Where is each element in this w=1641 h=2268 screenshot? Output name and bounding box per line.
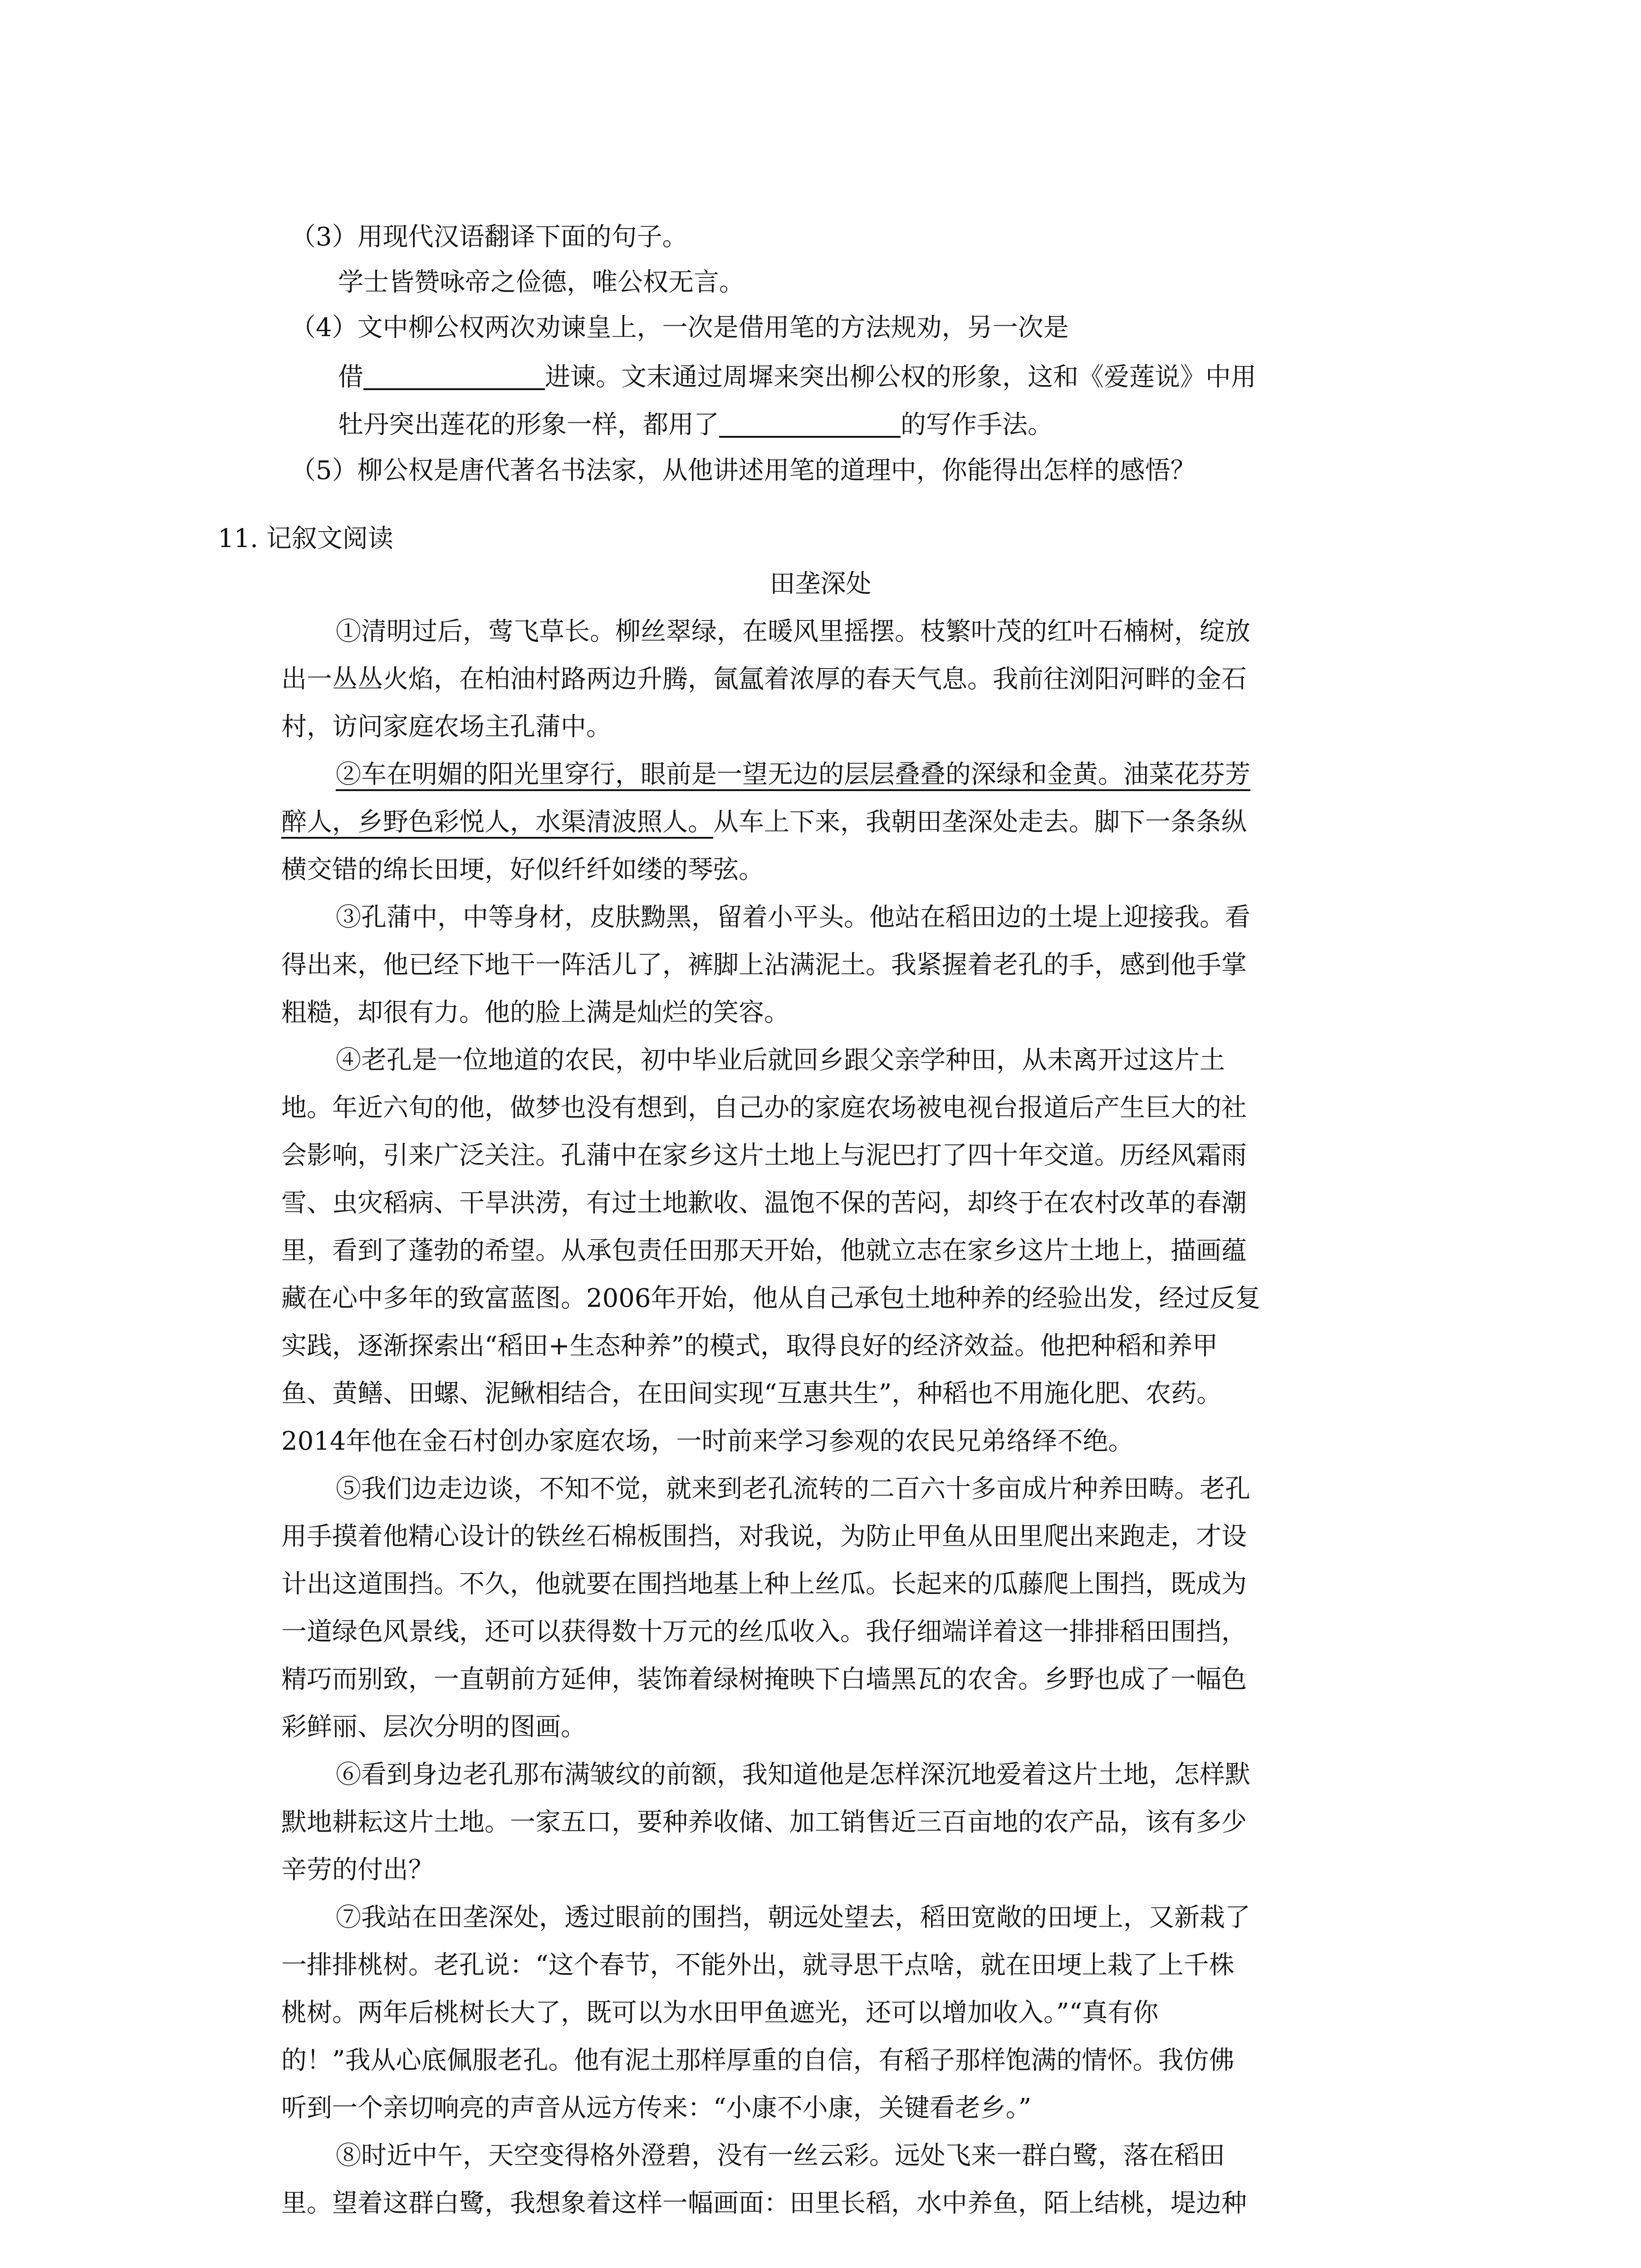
paragraph-2-line-2-rest: 从车上下来，我朝田垄深处走去。脚下一条条纵 bbox=[713, 807, 1247, 837]
paragraph-6-line-1: ⑥看到身边老孔那布满皱纹的前额，我知道他是怎样深沉地爱着这片土地，怎样默 bbox=[336, 1760, 1250, 1789]
paragraph-4-line-1: ④老孔是一位地道的农民，初中毕业后就回乡跟父亲学种田，从未离开过这片土 bbox=[336, 1046, 1225, 1075]
question-4-line-2-end: 进谏。文末通过周墀来突出柳公权的形象，这和《爱莲说》中用 bbox=[545, 362, 1256, 392]
paragraph-8-line-2: 里。望着这群白鹭，我想象着这样一幅画面：田里长稻，水中养鱼，陌上结桃，堤边种 bbox=[281, 2189, 1247, 2218]
question-4-line-2 bbox=[338, 363, 1256, 390]
paragraph-4-line-5: 里，看到了蓬勃的希望。从承包责任田那天开始，他就立志在家乡这片土地上，描画蕴 bbox=[281, 1236, 1247, 1266]
paragraph-3-line-3: 粗糙，却很有力。他的脸上满是灿烂的笑容。 bbox=[281, 998, 789, 1027]
paragraph-2-line-2 bbox=[281, 807, 1434, 837]
paragraph-7-line-2: 一排排桃树。老孔说：“这个春节，不能外出，就寻思干点啥，就在田埂上栽了上千株 bbox=[281, 1950, 1234, 1980]
paragraph-8-line-1: ⑧时近中午，天空变得格外澄碧，没有一丝云彩。远处飞来一群白鹭，落在稻田 bbox=[336, 2141, 1225, 2170]
paragraph-2-line-1: ②车在明媚的阳光里穿行，眼前是一望无边的层层叠叠的深绿和金黄。油菜花芬芳 bbox=[336, 760, 1250, 789]
paragraph-4-line-9: 2014年他在金石村创办家庭农场，一时前来学习参观的农民兄弟络绎不绝。 bbox=[281, 1427, 1134, 1456]
paragraph-3-line-2: 得出来，他已经下地干一阵活儿了，裤脚上沾满泥土。我紧握着老孔的手，感到他手掌 bbox=[281, 950, 1247, 980]
question-3-sentence: 学士皆赞咏帝之俭德，唯公权无言。 bbox=[338, 268, 745, 297]
paragraph-7-line-3: 桃树。两年后桃树长大了，既可以为水田甲鱼遮光，还可以增加收入。”“真有你 bbox=[281, 1998, 1159, 2028]
paragraph-5-line-1: ⑤我们边走边谈，不知不觉，就来到老孔流转的二百六十多亩成片种养田畴。老孔 bbox=[336, 1474, 1250, 1504]
paragraph-4-line-4: 雪、虫灾稻病、干旱洪涝，有过土地歉收、温饱不保的苦闷，却终于在农村改革的春潮 bbox=[281, 1188, 1247, 1218]
paragraph-2-line-3: 横交错的绵长田埂，好似纤纤如缕的琴弦。 bbox=[281, 855, 764, 885]
paragraph-7-line-1: ⑦我站在田垄深处，透过眼前的围挡，朝远处望去，稻田宽敞的田埂上，又新栽了 bbox=[336, 1903, 1250, 1932]
question-4-line-1: （4）文中柳公权两次劝谏皇上，一次是借用笔的方法规劝，另一次是 bbox=[290, 313, 1069, 342]
question-4-line-3-start: 牡丹突出莲花的形象一样，都用了 bbox=[338, 410, 719, 440]
article-title: 田垄深处 bbox=[769, 569, 872, 599]
paragraph-3-line-1: ③孔蒲中，中等身材，皮肤黝黑，留着小平头。他站在稻田边的土堤上迎接我。看 bbox=[336, 903, 1250, 932]
paragraph-1-line-1: ①清明过后，莺飞草长。柳丝翠绿，在暖风里摇摆。枝繁叶茂的红叶石楠树，绽放 bbox=[336, 617, 1250, 646]
answer-blank-2[interactable] bbox=[719, 411, 901, 438]
paragraph-1-line-3: 村，访问家庭农场主孔蒲中。 bbox=[281, 712, 612, 742]
paragraph-4-line-8: 鱼、黄鳝、田螺、泥鳅相结合，在田间实现“互惠共生”，种稻也不用施化肥、农药。 bbox=[281, 1379, 1222, 1408]
paragraph-6-line-2: 默地耕耘这片土地。一家五口，要种养收储、加工销售近三百亩地的农产品，该有多少 bbox=[281, 1808, 1247, 1837]
paragraph-7-line-5: 听到一个亲切响亮的声音从远方传来：“小康不小康，关键看老乡。” bbox=[281, 2093, 1032, 2123]
section-heading: 11. 记叙文阅读 bbox=[218, 524, 393, 553]
underlined-phrase: 醉人，乡野色彩悦人，水渠清波照人。 bbox=[281, 807, 713, 837]
question-5: （5）柳公权是唐代著名书法家，从他讲述用笔的道理中，你能得出怎样的感悟？ bbox=[290, 456, 1196, 485]
paragraph-1-line-2: 出一丛丛火焰，在柏油村路两边升腾，氤氲着浓厚的春天气息。我前往浏阳河畔的金石 bbox=[281, 665, 1247, 694]
paragraph-5-line-5: 精巧而别致，一直朝前方延伸，装饰着绿树掩映下白墙黑瓦的农舍。乡野也成了一幅色 bbox=[281, 1665, 1247, 1694]
paragraph-4-line-3: 会影响，引来广泛关注。孔蒲中在家乡这片土地上与泥巴打了四十年交道。历经风霜雨 bbox=[281, 1141, 1247, 1170]
paragraph-6-line-3: 辛劳的付出？ bbox=[281, 1855, 434, 1885]
paragraph-5-line-6: 彩鲜丽、层次分明的图画。 bbox=[281, 1712, 586, 1742]
paragraph-4-line-2: 地。年近六旬的他，做梦也没有想到，自己办的家庭农场被电视台报道后产生巨大的社 bbox=[281, 1093, 1247, 1123]
paragraph-5-line-2: 用手摸着他精心设计的铁丝石棉板围挡，对我说，为防止甲鱼从田里爬出来跑走，才设 bbox=[281, 1522, 1247, 1551]
question-3-title: （3）用现代汉语翻译下面的句子。 bbox=[290, 222, 688, 252]
paragraph-4-line-7: 实践，逐渐探索出“稻田+生态种养”的模式，取得良好的经济效益。他把种稻和养甲 bbox=[281, 1331, 1218, 1361]
paragraph-5-line-3: 计出这道围挡。不久，他就要在围挡地基上种上丝瓜。长起来的瓜藤爬上围挡，既成为 bbox=[281, 1569, 1247, 1599]
paragraph-4-line-6: 藏在心中多年的致富蓝图。2006年开始，他从自己承包土地种养的经验出发，经过反复 bbox=[281, 1284, 1261, 1313]
paragraph-7-line-4: 的！”我从心底佩服老孔。他有泥土那样厚重的自信，有稻子那样饱满的情怀。我仿佛 bbox=[281, 2046, 1234, 2075]
answer-blank-1[interactable] bbox=[363, 363, 545, 390]
question-4-line-2-start: 借 bbox=[338, 362, 363, 392]
paragraph-5-line-4: 一道绿色风景线，还可以获得数十万元的丝瓜收入。我仔细端详着这一排排稻田围挡， bbox=[281, 1617, 1247, 1647]
question-4-line-3-end: 的写作手法。 bbox=[901, 410, 1053, 440]
question-4-line-3 bbox=[338, 411, 1053, 438]
